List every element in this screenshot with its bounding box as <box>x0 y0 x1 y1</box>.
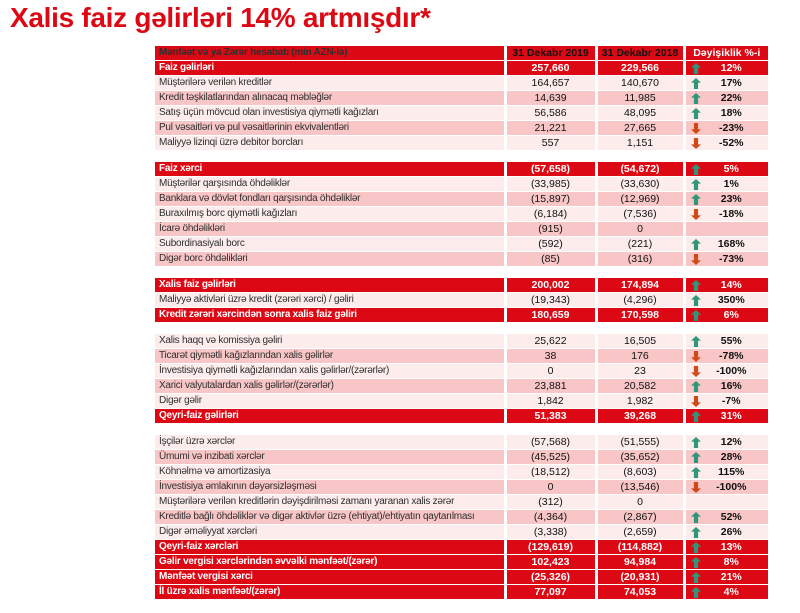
change-cell <box>684 409 768 424</box>
value-2019: (57,658) <box>505 162 596 177</box>
row-label: Ümumi və inzibati xərclər <box>155 450 505 465</box>
value-2019: 25,622 <box>505 334 596 349</box>
change-percent: 21% <box>720 571 742 583</box>
row-label: Qeyri-faiz gəlirləri <box>155 409 505 424</box>
table-row <box>155 334 768 349</box>
change-cell <box>684 207 768 222</box>
change-percent: -18% <box>718 208 744 220</box>
change-cell <box>684 394 768 409</box>
change-percent: 168% <box>717 238 745 250</box>
table-row <box>155 585 768 600</box>
page-title: Xalis faiz gəlirləri 14% artmışdır* <box>10 2 431 33</box>
change-cell <box>684 435 768 450</box>
change-cell <box>684 364 768 379</box>
arrow-up-icon <box>691 78 701 89</box>
value-2019: 14,639 <box>505 91 596 106</box>
value-2019: 557 <box>505 136 596 151</box>
change-cell <box>684 585 768 600</box>
value-2019: 102,423 <box>505 555 596 570</box>
value-2019: (25,326) <box>505 570 596 585</box>
arrow-up-icon <box>691 512 701 523</box>
change-percent: -52% <box>718 137 744 149</box>
table-row <box>155 76 768 91</box>
change-cell <box>684 252 768 267</box>
value-2019: (312) <box>505 495 596 510</box>
value-2018: 74,053 <box>596 585 684 600</box>
change-cell <box>684 510 768 525</box>
value-2019: 200,002 <box>505 278 596 293</box>
table-body <box>155 61 768 600</box>
change-cell <box>684 278 768 293</box>
row-label: Digər gəlir <box>155 394 505 409</box>
row-label: Digər borc öhdəlikləri <box>155 252 505 267</box>
row-label: Gəlir vergisi xərclərindən əvvəlki mənfəət/(zərər) <box>155 555 505 570</box>
change-percent: 1% <box>723 178 739 190</box>
change-cell <box>684 61 768 76</box>
change-percent: 4% <box>723 586 739 598</box>
spacer-row <box>155 424 768 435</box>
value-2019: (19,343) <box>505 293 596 308</box>
table-row <box>155 349 768 364</box>
value-2018: 229,566 <box>596 61 684 76</box>
value-2018: 48,095 <box>596 106 684 121</box>
row-label: Köhnəlmə və amortizasiya <box>155 465 505 480</box>
value-2018: 1,982 <box>596 394 684 409</box>
table-row <box>155 222 768 237</box>
value-2018: (221) <box>596 237 684 252</box>
table-row <box>155 61 768 76</box>
change-cell <box>684 91 768 106</box>
arrow-down-icon <box>691 366 701 377</box>
row-label: Banklara və dövlət fondları qarşısında öhdəliklər <box>155 192 505 207</box>
spacer-row <box>155 151 768 162</box>
table-header-row <box>155 46 768 61</box>
value-2018: (316) <box>596 252 684 267</box>
column-header-2018: 31 Dekabr 2018 <box>596 46 684 61</box>
row-label: Müştərilərə verilən kreditlərin dəyişdirilməsi zamanı yaranan xalis zərər <box>155 495 505 510</box>
row-label: Müştərilər qarşısında öhdəliklər <box>155 177 505 192</box>
change-percent: 8% <box>723 556 739 568</box>
change-percent: 26% <box>720 526 742 538</box>
change-cell <box>684 570 768 585</box>
table-row <box>155 252 768 267</box>
arrow-up-icon <box>691 336 701 347</box>
arrow-up-icon <box>691 239 701 250</box>
table-row <box>155 495 768 510</box>
value-2018: 170,598 <box>596 308 684 323</box>
value-2019: (33,985) <box>505 177 596 192</box>
value-2019: (6,184) <box>505 207 596 222</box>
value-2018: (12,969) <box>596 192 684 207</box>
table-row <box>155 465 768 480</box>
row-label: Kredit zərəri xərcindən sonra xalis faiz gəliri <box>155 308 505 323</box>
value-2019: (57,568) <box>505 435 596 450</box>
table-row <box>155 192 768 207</box>
arrow-down-icon <box>691 254 701 265</box>
value-2019: 23,881 <box>505 379 596 394</box>
change-cell <box>684 76 768 91</box>
spacer-cell <box>155 323 768 334</box>
value-2019: (592) <box>505 237 596 252</box>
row-label: Maliyyə aktivləri üzrə kredit (zərəri xərci) / gəliri <box>155 293 505 308</box>
change-percent: 13% <box>720 541 742 553</box>
change-percent: 115% <box>718 466 745 478</box>
value-2018: 20,582 <box>596 379 684 394</box>
change-cell <box>684 162 768 177</box>
change-percent: -7% <box>721 395 741 407</box>
row-label: Digər əməliyyat xərcləri <box>155 525 505 540</box>
row-label: Satış üçün mövcud olan investisiya qiymətli kağızları <box>155 106 505 121</box>
row-label: Kreditlə bağlı öhdəliklər və digər aktivlər üzrə (ehtiyat)/ehtiyatın qaytarılması <box>155 510 505 525</box>
value-2018: 39,268 <box>596 409 684 424</box>
value-2018: (7,536) <box>596 207 684 222</box>
value-2018: 11,985 <box>596 91 684 106</box>
change-cell <box>684 308 768 323</box>
row-label: İnvestisiya əmlakının dəyərsizləşməsi <box>155 480 505 495</box>
value-2019: (18,512) <box>505 465 596 480</box>
change-percent: -73% <box>718 253 744 265</box>
change-percent: 23% <box>720 193 742 205</box>
spacer-cell <box>155 151 768 162</box>
value-2018: (2,659) <box>596 525 684 540</box>
table-row <box>155 409 768 424</box>
row-label: Faiz gəlirləri <box>155 61 505 76</box>
value-2018: 1,151 <box>596 136 684 151</box>
arrow-up-icon <box>691 527 701 538</box>
table-row <box>155 570 768 585</box>
value-2019: 180,659 <box>505 308 596 323</box>
row-label: Kredit təşkilatlarından alınacaq məbləğlər <box>155 91 505 106</box>
change-percent: 18% <box>720 107 742 119</box>
change-percent: -100% <box>716 365 747 377</box>
arrow-up-icon <box>691 542 701 553</box>
value-2018: (114,882) <box>596 540 684 555</box>
change-cell <box>684 495 768 510</box>
column-header-account: Mənfəət və ya Zərər hesabatı (min AZN-lə) <box>155 46 505 61</box>
arrow-down-icon <box>691 396 701 407</box>
change-percent: 14% <box>720 279 742 291</box>
row-label: Buraxılmış borc qiymətli kağızları <box>155 207 505 222</box>
income-statement-table <box>155 46 768 600</box>
value-2019: (15,897) <box>505 192 596 207</box>
row-label: Xarici valyutalardan xalis gəlirlər/(zərərlər) <box>155 379 505 394</box>
table-row <box>155 540 768 555</box>
spacer-row <box>155 267 768 278</box>
table-row <box>155 91 768 106</box>
table-row <box>155 207 768 222</box>
spacer-row <box>155 323 768 334</box>
table-row <box>155 136 768 151</box>
value-2019: (129,619) <box>505 540 596 555</box>
value-2018: (35,652) <box>596 450 684 465</box>
table-row <box>155 278 768 293</box>
arrow-up-icon <box>691 93 701 104</box>
column-header-2019: 31 Dekabr 2019 <box>505 46 596 61</box>
arrow-down-icon <box>691 209 701 220</box>
change-cell <box>684 525 768 540</box>
value-2018: 176 <box>596 349 684 364</box>
arrow-up-icon <box>691 587 701 598</box>
value-2018: 94,984 <box>596 555 684 570</box>
arrow-up-icon <box>691 310 701 321</box>
value-2018: (54,672) <box>596 162 684 177</box>
spacer-cell <box>155 267 768 278</box>
row-label: Xalis faiz gəlirləri <box>155 278 505 293</box>
table-row <box>155 450 768 465</box>
value-2018: (2,867) <box>596 510 684 525</box>
value-2019: (3,338) <box>505 525 596 540</box>
value-2019: 56,586 <box>505 106 596 121</box>
arrow-up-icon <box>691 452 701 463</box>
arrow-up-icon <box>691 63 701 74</box>
change-cell <box>684 237 768 252</box>
change-cell <box>684 334 768 349</box>
spacer-cell <box>155 424 768 435</box>
value-2019: 0 <box>505 480 596 495</box>
value-2018: 23 <box>596 364 684 379</box>
change-percent: 12% <box>720 62 742 74</box>
row-label: Pul vəsaitləri və pul vəsaitlərinin ekvivalentləri <box>155 121 505 136</box>
row-label: İnvestisiya qiymətli kağızlarından xalis gəlirlər/(zərərlər) <box>155 364 505 379</box>
arrow-up-icon <box>691 280 701 291</box>
change-percent: -23% <box>718 122 744 134</box>
table-row <box>155 525 768 540</box>
change-percent: -78% <box>718 350 744 362</box>
arrow-up-icon <box>691 179 701 190</box>
value-2018: (33,630) <box>596 177 684 192</box>
table-row <box>155 162 768 177</box>
row-label: Mənfəət vergisi xərci <box>155 570 505 585</box>
value-2018: 174,894 <box>596 278 684 293</box>
change-cell <box>684 177 768 192</box>
value-2018: (4,296) <box>596 293 684 308</box>
table-row <box>155 177 768 192</box>
change-cell <box>684 555 768 570</box>
change-percent: 31% <box>720 410 742 422</box>
change-percent: 6% <box>723 309 739 321</box>
arrow-down-icon <box>691 351 701 362</box>
arrow-up-icon <box>691 381 701 392</box>
table-row <box>155 237 768 252</box>
change-cell <box>684 136 768 151</box>
value-2019: (45,525) <box>505 450 596 465</box>
value-2019: (85) <box>505 252 596 267</box>
change-percent: 55% <box>720 335 742 347</box>
arrow-down-icon <box>691 138 701 149</box>
value-2018: 16,505 <box>596 334 684 349</box>
row-label: Qeyri-faiz xərcləri <box>155 540 505 555</box>
change-percent: 17% <box>720 77 742 89</box>
value-2019: 77,097 <box>505 585 596 600</box>
arrow-up-icon <box>691 467 701 478</box>
change-cell <box>684 222 768 237</box>
change-cell <box>684 379 768 394</box>
value-2018: 140,670 <box>596 76 684 91</box>
table-row <box>155 364 768 379</box>
change-percent: -100% <box>716 481 747 493</box>
change-cell <box>684 540 768 555</box>
value-2018: (13,546) <box>596 480 684 495</box>
table-row <box>155 510 768 525</box>
row-label: Ticarət qiymətli kağızlarından xalis gəlirlər <box>155 349 505 364</box>
change-cell <box>684 480 768 495</box>
change-percent: 16% <box>720 380 742 392</box>
arrow-up-icon <box>691 437 701 448</box>
value-2019: 38 <box>505 349 596 364</box>
change-cell <box>684 349 768 364</box>
value-2019: 51,383 <box>505 409 596 424</box>
change-percent: 52% <box>720 511 742 523</box>
change-cell <box>684 293 768 308</box>
row-label: İcarə öhdəlikləri <box>155 222 505 237</box>
row-label: Subordinasiyalı borc <box>155 237 505 252</box>
value-2018: (20,931) <box>596 570 684 585</box>
value-2018: 0 <box>596 495 684 510</box>
change-percent: 28% <box>720 451 742 463</box>
table-row <box>155 379 768 394</box>
table-row <box>155 480 768 495</box>
column-header-change: Dəyişiklik %-i <box>684 46 768 61</box>
arrow-up-icon <box>691 108 701 119</box>
value-2019: (915) <box>505 222 596 237</box>
arrow-up-icon <box>691 557 701 568</box>
row-label: Xalis haqq və komissiya gəliri <box>155 334 505 349</box>
value-2018: (51,555) <box>596 435 684 450</box>
table-row <box>155 308 768 323</box>
arrow-up-icon <box>691 295 701 306</box>
row-label: Maliyyə lizinqi üzrə debitor borcları <box>155 136 505 151</box>
value-2018: (8,603) <box>596 465 684 480</box>
row-label: Faiz xərci <box>155 162 505 177</box>
arrow-up-icon <box>691 164 701 175</box>
change-percent: 22% <box>720 92 742 104</box>
value-2019: 164,657 <box>505 76 596 91</box>
table-row <box>155 555 768 570</box>
change-percent: 5% <box>723 163 739 175</box>
value-2019: (4,364) <box>505 510 596 525</box>
value-2019: 0 <box>505 364 596 379</box>
arrow-up-icon <box>691 572 701 583</box>
table-row <box>155 121 768 136</box>
change-percent: 350% <box>717 294 745 306</box>
change-cell <box>684 192 768 207</box>
arrow-down-icon <box>691 123 701 134</box>
arrow-down-icon <box>691 482 701 493</box>
value-2018: 0 <box>596 222 684 237</box>
table-row <box>155 435 768 450</box>
value-2019: 257,660 <box>505 61 596 76</box>
arrow-up-icon <box>691 411 701 422</box>
row-label: Müştərilərə verilən kreditlər <box>155 76 505 91</box>
arrow-up-icon <box>691 194 701 205</box>
change-cell <box>684 450 768 465</box>
value-2018: 27,665 <box>596 121 684 136</box>
value-2019: 21,221 <box>505 121 596 136</box>
table-row <box>155 106 768 121</box>
table-row <box>155 293 768 308</box>
value-2019: 1,842 <box>505 394 596 409</box>
change-cell <box>684 121 768 136</box>
change-percent: 12% <box>720 436 742 448</box>
table-row <box>155 394 768 409</box>
change-cell <box>684 106 768 121</box>
change-cell <box>684 465 768 480</box>
row-label: İl üzrə xalis mənfəət/(zərər) <box>155 585 505 600</box>
row-label: İşçilər üzrə xərclər <box>155 435 505 450</box>
